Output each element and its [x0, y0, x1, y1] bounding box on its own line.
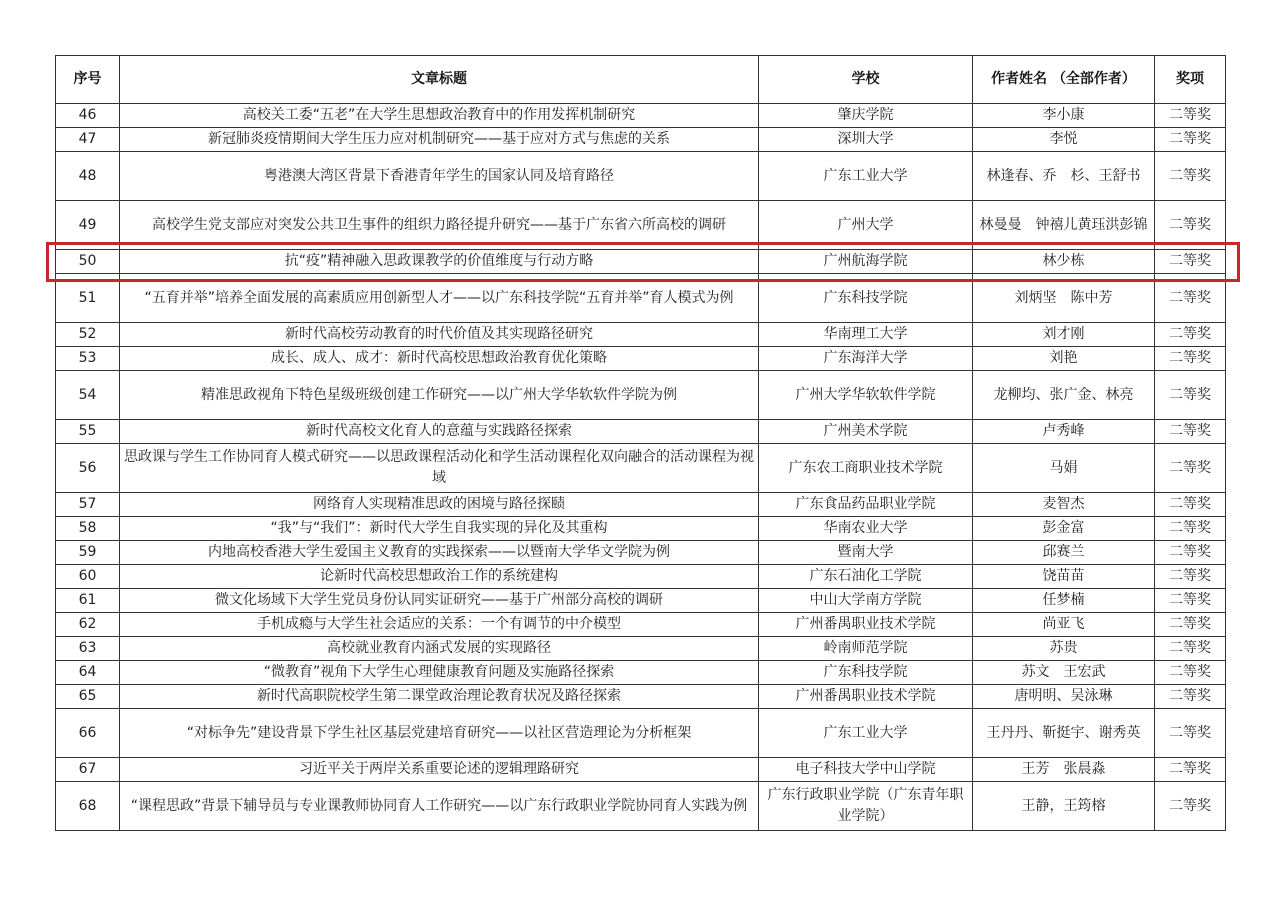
cell-authors: 李小康 — [973, 104, 1155, 128]
cell-index: 53 — [56, 347, 120, 371]
table-row — [56, 541, 1226, 565]
cell-award: 二等奖 — [1155, 541, 1226, 565]
table-row — [56, 685, 1226, 709]
cell-title: “我”与“我们”：新时代大学生自我实现的异化及其重构 — [120, 517, 759, 541]
cell-index: 68 — [56, 782, 120, 831]
table-row — [56, 444, 1226, 493]
cell-index: 66 — [56, 709, 120, 758]
cell-title: 思政课与学生工作协同育人模式研究——以思政课程活动化和学生活动课程化双向融合的活动课程为视域 — [120, 444, 759, 493]
header-award: 奖项 — [1155, 56, 1226, 104]
table-row — [56, 517, 1226, 541]
cell-award: 二等奖 — [1155, 347, 1226, 371]
cell-authors: 刘才刚 — [973, 323, 1155, 347]
cell-index: 64 — [56, 661, 120, 685]
cell-index: 50 — [56, 250, 120, 274]
cell-school: 暨南大学 — [759, 541, 973, 565]
table-row — [56, 371, 1226, 420]
cell-school: 广东科技学院 — [759, 661, 973, 685]
cell-title: 网络育人实现精准思政的困境与路径探赜 — [120, 493, 759, 517]
cell-title: 新冠肺炎疫情期间大学生压力应对机制研究——基于应对方式与焦虑的关系 — [120, 128, 759, 152]
cell-award: 二等奖 — [1155, 201, 1226, 250]
cell-title: 高校学生党支部应对突发公共卫生事件的组织力路径提升研究——基于广东省六所高校的调研 — [120, 201, 759, 250]
cell-index: 52 — [56, 323, 120, 347]
cell-index: 57 — [56, 493, 120, 517]
cell-index: 63 — [56, 637, 120, 661]
cell-school: 广东石油化工学院 — [759, 565, 973, 589]
cell-award: 二等奖 — [1155, 517, 1226, 541]
cell-award: 二等奖 — [1155, 250, 1226, 274]
cell-authors: 王丹丹、靳挺宇、谢秀英 — [973, 709, 1155, 758]
cell-award: 二等奖 — [1155, 274, 1226, 323]
cell-authors: 卢秀峰 — [973, 420, 1155, 444]
cell-title: 内地高校香港大学生爱国主义教育的实践探索——以暨南大学华文学院为例 — [120, 541, 759, 565]
table-row — [56, 201, 1226, 250]
cell-authors: 李悦 — [973, 128, 1155, 152]
cell-award: 二等奖 — [1155, 565, 1226, 589]
cell-title: “微教育”视角下大学生心理健康教育问题及实施路径探索 — [120, 661, 759, 685]
cell-index: 47 — [56, 128, 120, 152]
cell-award: 二等奖 — [1155, 613, 1226, 637]
cell-school: 中山大学南方学院 — [759, 589, 973, 613]
table-row — [56, 613, 1226, 637]
cell-award: 二等奖 — [1155, 444, 1226, 493]
cell-authors: 林逢春、乔 杉、王舒书 — [973, 152, 1155, 201]
cell-index: 62 — [56, 613, 120, 637]
cell-school: 广东科技学院 — [759, 274, 973, 323]
table-row — [56, 323, 1226, 347]
cell-school: 广州航海学院 — [759, 250, 973, 274]
cell-authors: 邱赛兰 — [973, 541, 1155, 565]
cell-award: 二等奖 — [1155, 637, 1226, 661]
header-authors-line1: 作者姓名 — [991, 71, 1048, 87]
cell-school: 广州大学华软软件学院 — [759, 371, 973, 420]
table-row — [56, 347, 1226, 371]
table-row — [56, 661, 1226, 685]
table-row — [56, 709, 1226, 758]
cell-title: 新时代高校文化育人的意蕴与实践路径探索 — [120, 420, 759, 444]
cell-school: 岭南师范学院 — [759, 637, 973, 661]
cell-index: 65 — [56, 685, 120, 709]
cell-award: 二等奖 — [1155, 323, 1226, 347]
cell-index: 67 — [56, 758, 120, 782]
header-school: 学校 — [759, 56, 973, 104]
cell-school: 广东工业大学 — [759, 152, 973, 201]
cell-school: 深圳大学 — [759, 128, 973, 152]
table-row — [56, 104, 1226, 128]
cell-award: 二等奖 — [1155, 128, 1226, 152]
cell-award: 二等奖 — [1155, 589, 1226, 613]
cell-authors: 饶苗苗 — [973, 565, 1155, 589]
cell-authors: 苏贵 — [973, 637, 1155, 661]
cell-school: 广州番禺职业技术学院 — [759, 685, 973, 709]
cell-title: 抗“疫”精神融入思政课教学的价值维度与行动方略 — [120, 250, 759, 274]
header-index: 序号 — [56, 56, 120, 104]
cell-school: 广东海洋大学 — [759, 347, 973, 371]
cell-school: 电子科技大学中山学院 — [759, 758, 973, 782]
cell-authors: 王静，王筠榕 — [973, 782, 1155, 831]
cell-school: 广州美术学院 — [759, 420, 973, 444]
cell-award: 二等奖 — [1155, 661, 1226, 685]
cell-index: 54 — [56, 371, 120, 420]
header-row — [56, 56, 1226, 104]
cell-index: 48 — [56, 152, 120, 201]
cell-school: 广州番禺职业技术学院 — [759, 613, 973, 637]
cell-index: 60 — [56, 565, 120, 589]
cell-award: 二等奖 — [1155, 152, 1226, 201]
cell-authors: 唐明明、吴泳琳 — [973, 685, 1155, 709]
table-row — [56, 589, 1226, 613]
cell-authors: 任梦楠 — [973, 589, 1155, 613]
cell-award: 二等奖 — [1155, 420, 1226, 444]
cell-index: 61 — [56, 589, 120, 613]
cell-title: 粤港澳大湾区背景下香港青年学生的国家认同及培育路径 — [120, 152, 759, 201]
cell-award: 二等奖 — [1155, 104, 1226, 128]
cell-award: 二等奖 — [1155, 709, 1226, 758]
cell-authors: 麦智杰 — [973, 493, 1155, 517]
cell-title: “五育并举”培养全面发展的高素质应用创新型人才——以广东科技学院“五育并举”育人模式为例 — [120, 274, 759, 323]
table-row — [56, 565, 1226, 589]
table-row — [56, 493, 1226, 517]
table-row — [56, 420, 1226, 444]
cell-award: 二等奖 — [1155, 371, 1226, 420]
cell-school: 广东食品药品职业学院 — [759, 493, 973, 517]
cell-title: 高校关工委“五老”在大学生思想政治教育中的作用发挥机制研究 — [120, 104, 759, 128]
cell-award: 二等奖 — [1155, 758, 1226, 782]
cell-title: “对标争先”建设背景下学生社区基层党建培育研究——以社区营造理论为分析框架 — [120, 709, 759, 758]
cell-school: 广东行政职业学院（广东青年职业学院） — [759, 782, 973, 831]
cell-index: 58 — [56, 517, 120, 541]
cell-title: 成长、成人、成才：新时代高校思想政治教育优化策略 — [120, 347, 759, 371]
cell-authors: 彭金富 — [973, 517, 1155, 541]
cell-title: “课程思政”背景下辅导员与专业课教师协同育人工作研究——以广东行政职业学院协同育人实践为例 — [120, 782, 759, 831]
awards-table — [55, 55, 1226, 831]
cell-title: 新时代高校劳动教育的时代价值及其实现路径研究 — [120, 323, 759, 347]
cell-authors: 林曼曼 钟禧儿黄珏洪彭锦 — [973, 201, 1155, 250]
cell-title: 论新时代高校思想政治工作的系统建构 — [120, 565, 759, 589]
cell-authors: 尚亚飞 — [973, 613, 1155, 637]
cell-authors: 刘炳坚 陈中芳 — [973, 274, 1155, 323]
cell-index: 46 — [56, 104, 120, 128]
table-row — [56, 152, 1226, 201]
table-header — [56, 56, 1226, 104]
cell-school: 华南农业大学 — [759, 517, 973, 541]
table-row — [56, 782, 1226, 831]
header-authors-line2: （全部作者） — [1051, 71, 1136, 87]
cell-index: 49 — [56, 201, 120, 250]
cell-award: 二等奖 — [1155, 685, 1226, 709]
table-row — [56, 250, 1226, 274]
cell-authors: 龙柳均、张广金、林亮 — [973, 371, 1155, 420]
cell-title: 高校就业教育内涵式发展的实现路径 — [120, 637, 759, 661]
cell-authors: 刘艳 — [973, 347, 1155, 371]
cell-index: 59 — [56, 541, 120, 565]
cell-index: 51 — [56, 274, 120, 323]
header-title: 文章标题 — [120, 56, 759, 104]
cell-award: 二等奖 — [1155, 782, 1226, 831]
cell-school: 广东工业大学 — [759, 709, 973, 758]
cell-index: 56 — [56, 444, 120, 493]
cell-authors: 林少栋 — [973, 250, 1155, 274]
table-row — [56, 274, 1226, 323]
cell-title: 微文化场域下大学生党员身份认同实证研究——基于广州部分高校的调研 — [120, 589, 759, 613]
cell-authors: 苏文 王宏武 — [973, 661, 1155, 685]
table-row — [56, 128, 1226, 152]
cell-index: 55 — [56, 420, 120, 444]
cell-school: 广东农工商职业技术学院 — [759, 444, 973, 493]
cell-title: 精准思政视角下特色星级班级创建工作研究——以广州大学华软软件学院为例 — [120, 371, 759, 420]
cell-school: 华南理工大学 — [759, 323, 973, 347]
header-authors — [973, 56, 1155, 104]
cell-school: 肇庆学院 — [759, 104, 973, 128]
cell-title: 手机成瘾与大学生社会适应的关系：一个有调节的中介模型 — [120, 613, 759, 637]
cell-school: 广州大学 — [759, 201, 973, 250]
cell-authors: 马娟 — [973, 444, 1155, 493]
cell-award: 二等奖 — [1155, 493, 1226, 517]
cell-title: 新时代高职院校学生第二课堂政治理论教育状况及路径探索 — [120, 685, 759, 709]
cell-authors: 王芳 张晨淼 — [973, 758, 1155, 782]
table-row — [56, 637, 1226, 661]
cell-title: 习近平关于两岸关系重要论述的逻辑理路研究 — [120, 758, 759, 782]
table-body — [56, 104, 1226, 831]
table-row — [56, 758, 1226, 782]
